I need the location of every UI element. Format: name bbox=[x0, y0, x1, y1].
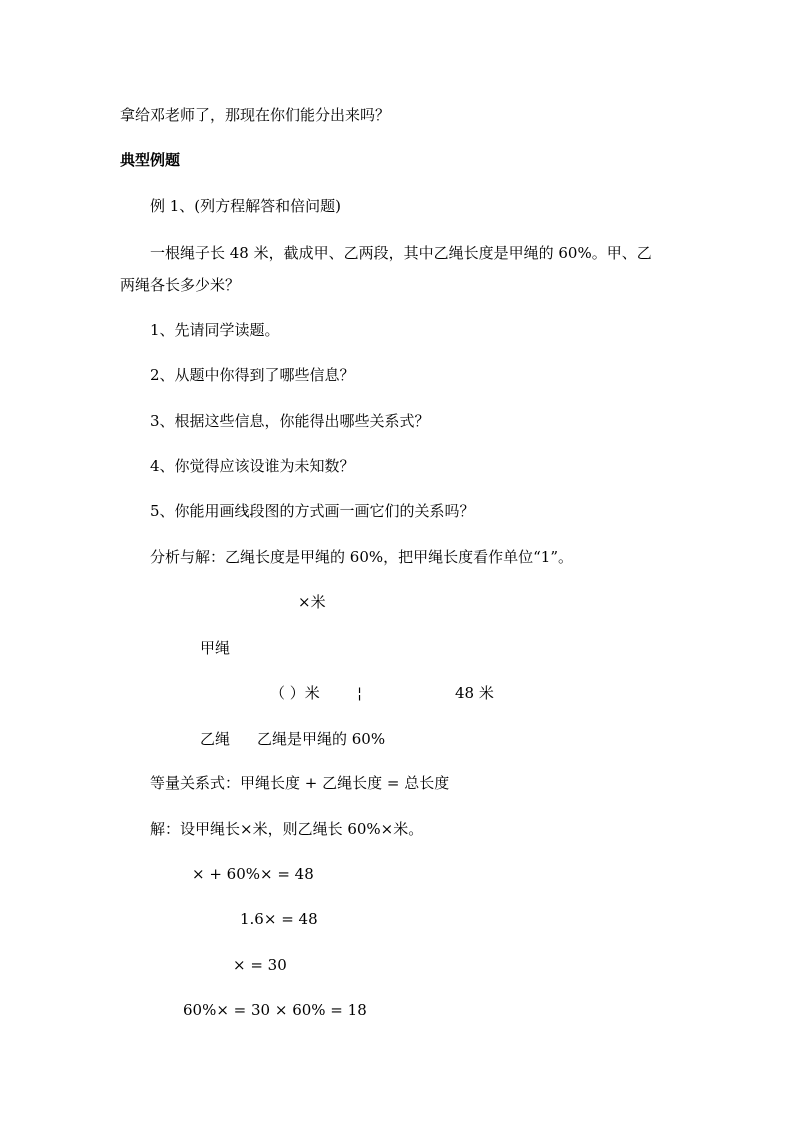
example-title: 例 1、(列方程解答和倍问题) bbox=[150, 197, 342, 215]
diagram-yi-description: 乙绳是甲绳的 60% bbox=[257, 730, 386, 748]
equation-4: 60%× = 30 × 60% = 18 bbox=[183, 1001, 367, 1019]
question-5: 5、你能用画线段图的方式画一画它们的关系吗？ bbox=[150, 502, 475, 520]
equation-1: × + 60%× = 48 bbox=[192, 865, 314, 883]
diagram-paren-label: （ ）米 bbox=[270, 684, 320, 702]
diagram-yi-label: 乙绳 bbox=[200, 730, 231, 748]
text-line-continuation: 拿给邓老师了，那现在你们能分出来吗？ bbox=[120, 106, 391, 124]
section-heading: 典型例题 bbox=[120, 151, 181, 169]
question-2: 2、从题中你得到了哪些信息？ bbox=[150, 366, 355, 384]
analysis-text: 分析与解：乙绳长度是甲绳的 60%，把甲绳长度看作单位“1”。 bbox=[150, 548, 573, 566]
equation-3: × = 30 bbox=[233, 956, 287, 974]
problem-line-1: 一根绳子长 48 米，截成甲、乙两段，其中乙绳长度是甲绳的 60%。甲、乙 bbox=[150, 244, 652, 262]
relation-equation: 等量关系式：甲绳长度 + 乙绳长度 = 总长度 bbox=[150, 774, 450, 792]
problem-line-2: 两绳各长多少米？ bbox=[120, 276, 241, 294]
question-4: 4、你觉得应该设谁为未知数？ bbox=[150, 457, 355, 475]
diagram-total-label: 48 米 bbox=[455, 684, 494, 702]
question-3: 3、根据这些信息，你能得出哪些关系式？ bbox=[150, 412, 430, 430]
question-1: 1、先请同学读题。 bbox=[150, 321, 280, 339]
solution-setup: 解：设甲绳长×米，则乙绳长 60%×米。 bbox=[150, 820, 424, 838]
diagram-tick: ¦ bbox=[357, 684, 363, 702]
equation-2: 1.6× = 48 bbox=[240, 910, 318, 928]
diagram-jia-label: 甲绳 bbox=[200, 639, 231, 657]
diagram-x-label: ×米 bbox=[298, 593, 326, 611]
